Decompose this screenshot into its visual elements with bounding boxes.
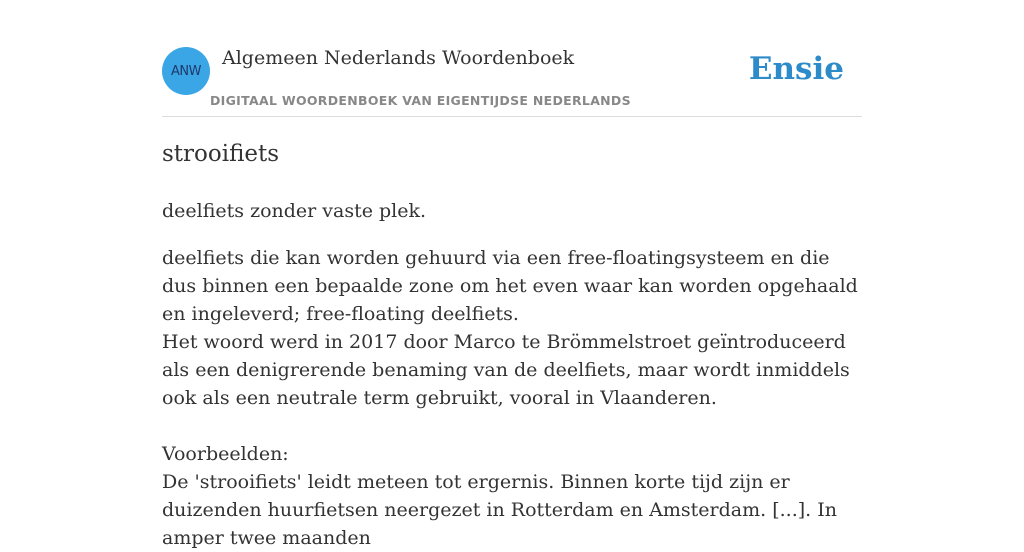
entry-headword: strooifiets xyxy=(162,141,280,167)
example-text: De 'strooifiets' leidt meteen tot ergernis. Binnen korte tijd zijn er duizenden huurfietsen neergezet in Rotterdam en Amsterdam. [...]. In amper twee maanden xyxy=(162,471,837,549)
site-title[interactable]: Algemeen Nederlands Woordenboek xyxy=(222,47,575,69)
site-subtitle: DIGITAAL WOORDENBOEK VAN EIGENTIJDSE NEDERLANDS xyxy=(210,93,631,108)
entry-content xyxy=(162,138,862,552)
ensie-brand-logo[interactable]: Ensie xyxy=(748,51,844,87)
anw-logo[interactable] xyxy=(162,47,210,95)
entry-short-definition: deelfiets zonder vaste plek. xyxy=(162,200,427,222)
site-header xyxy=(162,0,862,117)
examples-label: Voorbeelden: xyxy=(162,443,289,465)
entry-definition: deelfiets die kan worden gehuurd via een free-floatingsysteem en die dus binnen een bepaalde zone om het even waar kan worden opgehaald en ingeleverd; free-floating deelfiets. xyxy=(162,247,858,325)
anw-logo-text: ANW xyxy=(171,63,201,79)
entry-body xyxy=(162,244,862,552)
entry-note: Het woord werd in 2017 door Marco te Brömmelstroet geïntroduceerd als een denigrerende benaming van de deelfiets, maar wordt inmiddels ook als een neutrale term gebruikt, vooral in Vlaanderen. xyxy=(162,331,850,409)
